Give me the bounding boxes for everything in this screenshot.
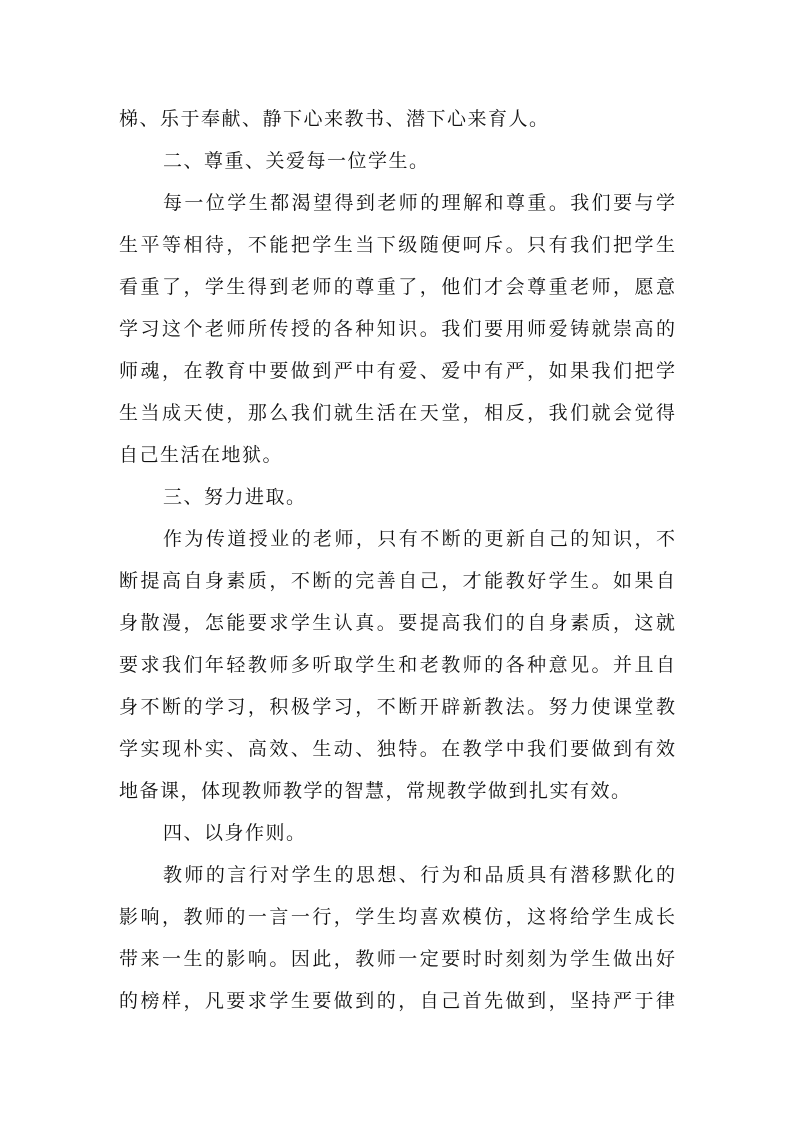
text-line: 作为传道授业的老师，只有不断的更新自己的知识，不 <box>163 528 675 550</box>
text-line: 断提高自身素质，不断的完善自己，才能教好学生。如果自 <box>119 570 675 592</box>
text-line: 要求我们年轻教师多听取学生和老教师的各种意见。并且自 <box>119 654 675 676</box>
section-heading: 四、以身作则。 <box>163 822 307 844</box>
text-line: 身散漫，怎能要求学生认真。要提高我们的自身素质，这就 <box>119 612 675 634</box>
text-line: 梯、乐于奉献、静下心来教书、潜下心来育人。 <box>119 108 550 130</box>
text-line: 生平等相待，不能把学生当下级随便呵斥。只有我们把学生 <box>119 234 675 256</box>
text-line: 每一位学生都渴望得到老师的理解和尊重。我们要与学 <box>163 192 675 214</box>
text-line: 带来一生的影响。因此，教师一定要时时刻刻为学生做出好 <box>119 948 675 970</box>
text-line: 教师的言行对学生的思想、行为和品质具有潜移默化的 <box>163 864 675 886</box>
section-heading: 二、尊重、关爱每一位学生。 <box>163 150 430 172</box>
text-line: 的榜样，凡要求学生要做到的，自己首先做到，坚持严于律 <box>119 990 675 1012</box>
text-line: 学实现朴实、高效、生动、独特。在教学中我们要做到有效 <box>119 738 675 760</box>
text-line: 学习这个老师所传授的各种知识。我们要用师爱铸就崇高的 <box>119 318 675 340</box>
text-line: 影响，教师的一言一行，学生均喜欢模仿，这将给学生成长 <box>119 906 675 928</box>
text-line: 地备课，体现教师教学的智慧，常规教学做到扎实有效。 <box>119 780 632 802</box>
text-line: 看重了，学生得到老师的尊重了，他们才会尊重老师，愿意 <box>119 276 675 298</box>
text-line: 师魂，在教育中要做到严中有爱、爱中有严，如果我们把学 <box>119 360 675 382</box>
text-line: 身不断的学习，积极学习，不断开辟新教法。努力使课堂教 <box>119 696 675 718</box>
text-line: 生当成天使，那么我们就生活在天堂，相反，我们就会觉得 <box>119 402 675 424</box>
section-heading: 三、努力进取。 <box>163 486 307 508</box>
text-line: 自己生活在地狱。 <box>119 444 284 466</box>
